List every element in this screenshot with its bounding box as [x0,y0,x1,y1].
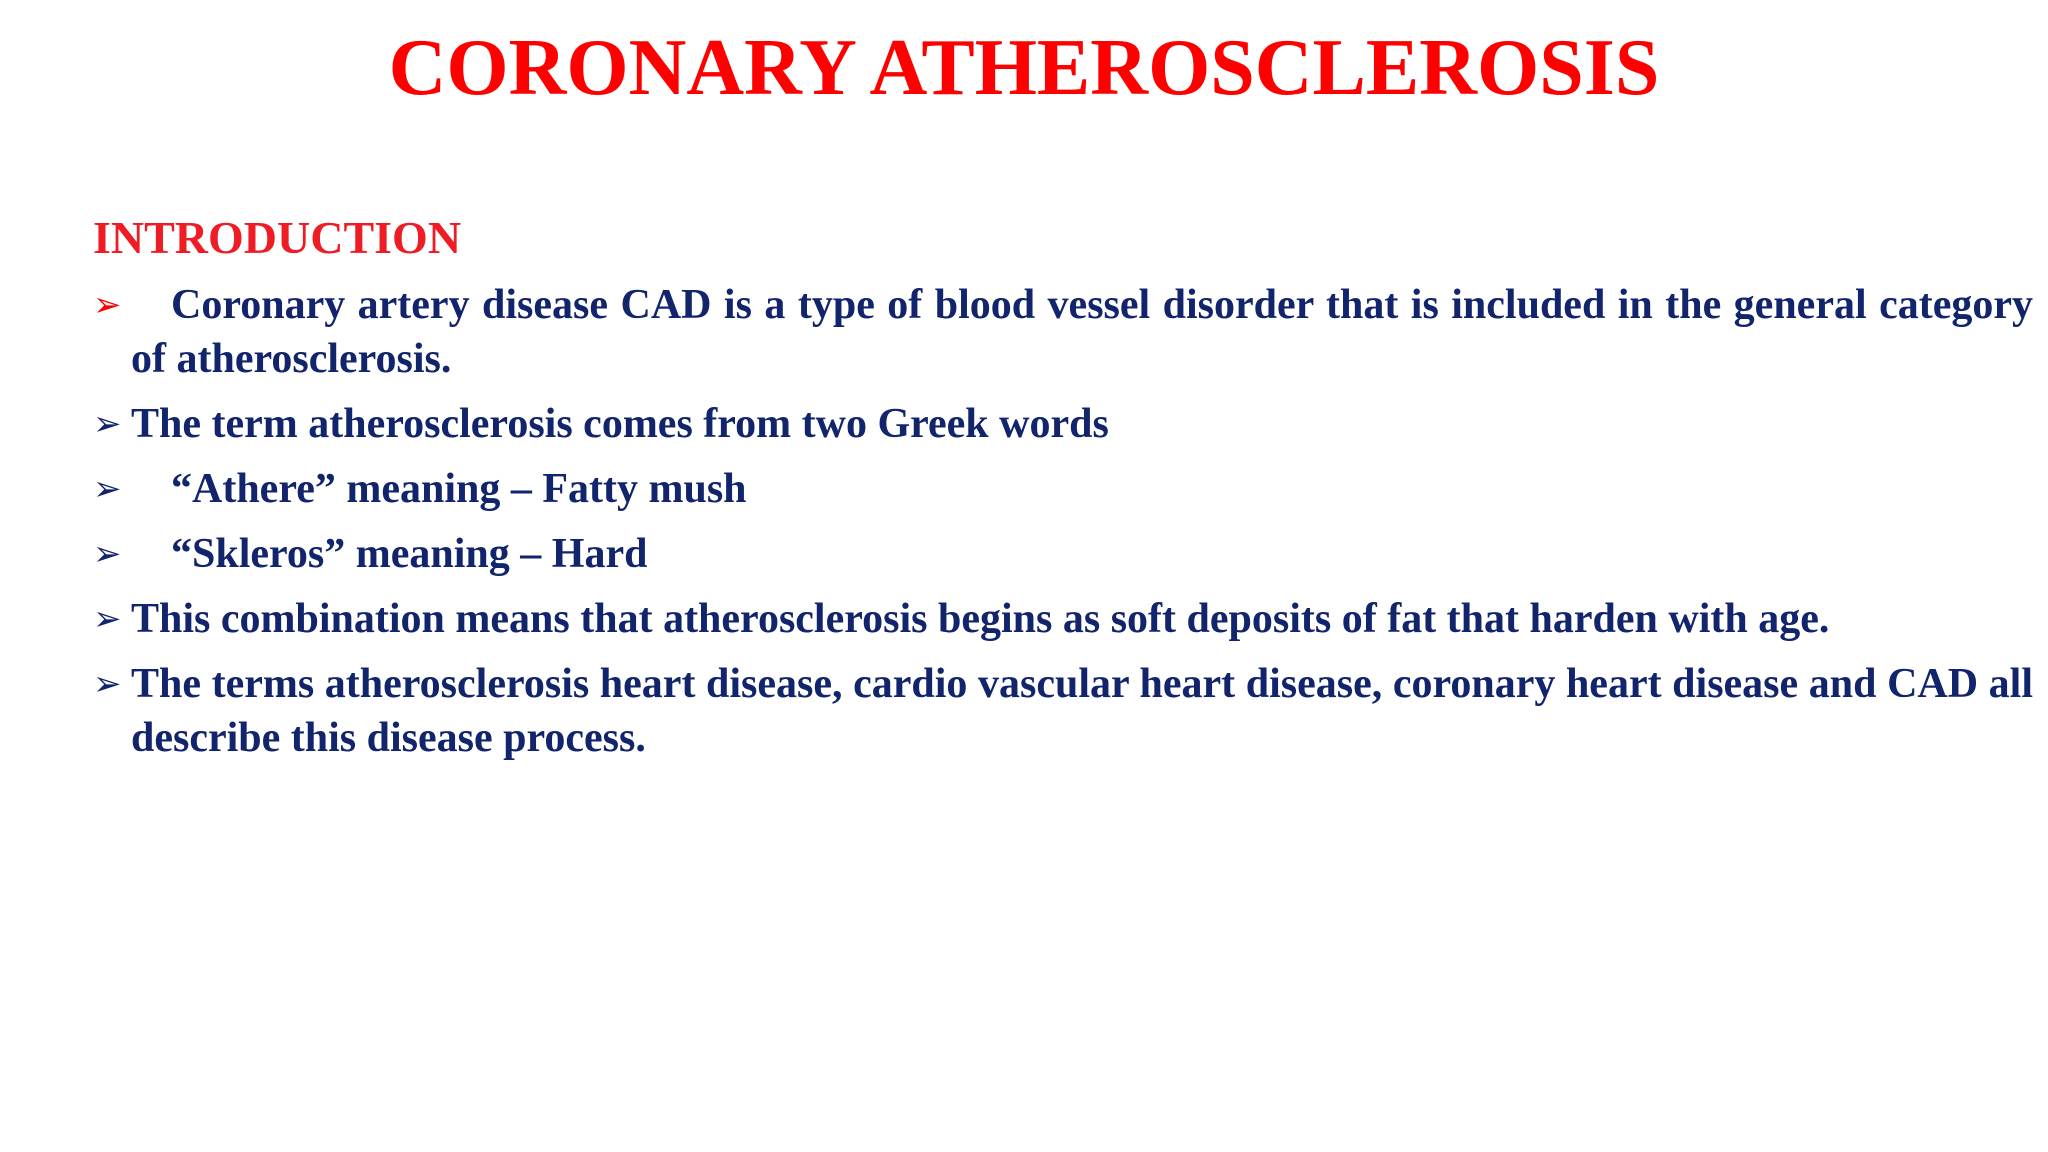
bullet-list [93,278,2033,776]
bullet-text: “Skleros” meaning – Hard [171,531,648,577]
section-heading: INTRODUCTION [93,212,462,263]
bullet-text: The terms atherosclerosis heart disease, cardio vascular heart disease, coronary heart disease and CAD all describe this disease process. [131,661,2033,761]
bullet-item [93,527,2033,581]
arrowhead-bullet-icon: ➢ [93,534,122,574]
arrowhead-bullet-icon: ➢ [93,404,122,444]
bullet-item [93,278,2033,386]
arrowhead-bullet-red-icon: ➢ [93,285,122,325]
bullet-text: This combination means that atherosclerosis begins as soft deposits of fat that harden with age. [131,596,1830,642]
bullet-text: “Athere” meaning – Fatty mush [171,466,747,512]
bullet-text: Coronary artery disease CAD is a type of blood vessel disorder that is included in the general category of atherosclerosis. [131,282,2033,382]
slide-title: CORONARY ATHEROSCLEROSIS [388,24,1660,112]
arrowhead-bullet-icon: ➢ [93,469,122,509]
arrowhead-bullet-icon: ➢ [93,664,122,704]
bullet-item [93,397,2033,451]
bullet-item [93,462,2033,516]
arrowhead-bullet-icon: ➢ [93,599,122,639]
bullet-item [93,657,2033,765]
bullet-text: The term atherosclerosis comes from two Greek words [131,401,1109,447]
bullet-item [93,592,2033,646]
